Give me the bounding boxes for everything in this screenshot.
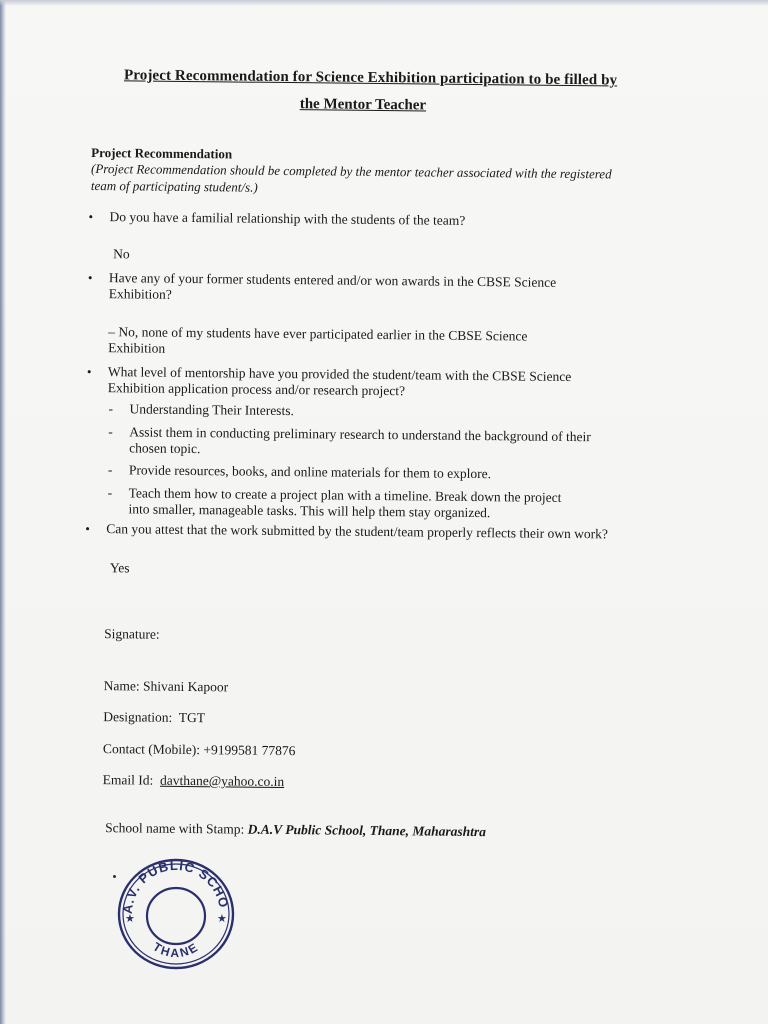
document-title-line-2: the Mentor Teacher (299, 96, 427, 114)
name-field (104, 678, 229, 695)
svg-text:★: ★ (125, 912, 135, 925)
dash-icon: - (108, 424, 113, 440)
designation-value: TGT (178, 709, 206, 726)
section-heading: Project Recommendation (91, 144, 233, 162)
question-1-text: Do you have a familial relationship with the students of the team? (109, 209, 466, 228)
question-1 (88, 208, 629, 230)
mentorship-item-4 (107, 485, 578, 522)
stamp-seal-icon (112, 856, 240, 976)
signature-label: Signature: (104, 626, 160, 642)
designation-label: Designation: (103, 709, 173, 725)
contact-label: Contact (Mobile): (102, 741, 201, 758)
question-3 (86, 363, 623, 401)
bullet-icon: • (86, 363, 92, 379)
mentorship-item-1 (108, 401, 609, 422)
bullet-icon: • (87, 269, 93, 285)
question-2 (87, 269, 609, 307)
mentorship-item-2-text: Assist them in conducting preliminary research to understand the background of their chosen topic. (129, 424, 591, 457)
answer-4: Yes (109, 560, 130, 576)
email-field (103, 772, 285, 790)
dash-icon: - (107, 462, 113, 478)
bullet-icon: • (85, 520, 90, 536)
answer-2: – No, none of my students have ever participated earlier in the CBSE Science Exhibition (108, 324, 528, 356)
mentorship-item-3 (107, 462, 609, 483)
school-stamp (112, 856, 240, 976)
question-4-text: Can you attest that the work submitted by the student/team properly reflects their own work? (106, 521, 608, 542)
school-value: D.A.V Public School, Thane, Maharashtra (247, 821, 487, 840)
name-label: Name: (103, 678, 140, 694)
bullet-icon: • (88, 208, 94, 225)
designation-field (103, 709, 205, 726)
question-4 (85, 520, 621, 542)
contact-value: +9199581 77876 (203, 742, 296, 759)
question-3-text: What level of mentorship have you provided the student/team with the CBSE Science Exhibition application process and/or research project? (107, 364, 572, 399)
document-title-line-1: Project Recommendation for Science Exhibition participation to be filled by (123, 67, 618, 89)
mentorship-item-3-text: Provide resources, books, and online materials for them to explore. (128, 462, 492, 482)
email-link[interactable]: davthane@yahoo.co.in (159, 772, 285, 790)
svg-text:D.A.V. PUBLIC SCHOOL (112, 856, 232, 915)
dash-icon: - (107, 485, 113, 501)
mentorship-item-2 (108, 424, 614, 461)
email-label: Email Id: (102, 772, 154, 788)
dash-icon: - (108, 401, 114, 417)
mentorship-item-4-text: Teach them how to create a project plan with a timeline. Break down the project into smaller, manageable tasks. This will help them stay organized. (128, 485, 562, 521)
contact-field (103, 741, 296, 759)
stamp-bottom-text: THANE (150, 939, 202, 961)
svg-text:★: ★ (217, 912, 227, 925)
name-value: Shivani Kapoor (142, 678, 229, 695)
school-label: School name with Stamp: (105, 820, 245, 837)
question-2-text: Have any of your former students entered and/or won awards in the CBSE Science Exhibition? (108, 270, 557, 302)
section-note: (Project Recommendation should be completed by the mentor teacher associated with the registered team of participating student/s.) (90, 160, 612, 195)
school-field (105, 820, 486, 840)
svg-text:THANE (150, 940, 201, 961)
answer-1: No (113, 246, 130, 262)
stamp-top-text: A.V. PUBLIC SCHO (119, 857, 232, 915)
mentorship-item-1-text: Understanding Their Interests. (129, 401, 294, 419)
